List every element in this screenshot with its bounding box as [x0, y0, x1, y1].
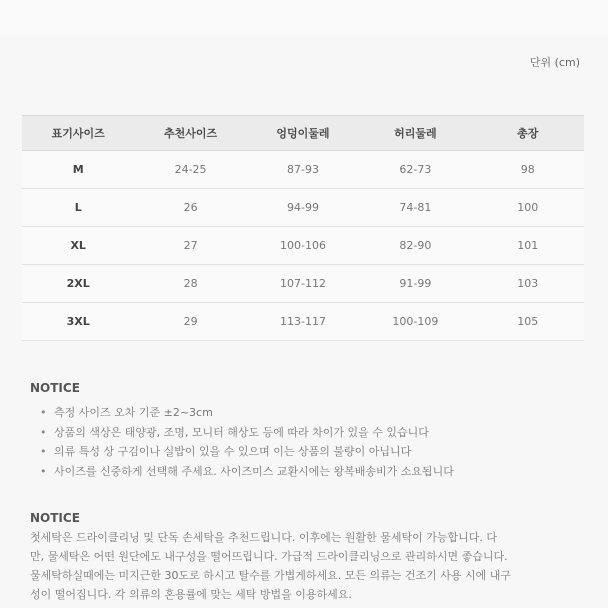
notice-item-text: 상품의 색상은 태양광, 조명, 모니터 해상도 등에 따라 차이가 있을 수 있습니다: [54, 425, 429, 439]
col-header-length: 총장: [472, 116, 584, 151]
notice-title: NOTICE: [30, 381, 80, 395]
care-line: 물세탁하실때에는 미지근한 30도로 하시고 탈수를 가볍게하세요. 모든 의류는 건조기 사용 시에 내구: [30, 569, 511, 582]
cell-size-label: 2XL: [22, 265, 134, 303]
care-line: 첫세탁은 드라이클리닝 및 단독 손세탁을 추천드립니다. 이후에는 원활한 물세탁이 가능합니다. 다: [30, 531, 497, 544]
list-item: [40, 423, 580, 443]
cell-length: 98: [472, 151, 584, 189]
notice-item-text: 의류 특성 상 구김이나 실밥이 있을 수 있으며 이는 상품의 불량이 아닙니다: [54, 445, 412, 458]
cell-hip: 94-99: [247, 189, 359, 227]
cell-recommended: 29: [134, 303, 246, 341]
cell-hip: 100-106: [247, 227, 359, 265]
cell-waist: 91-99: [359, 265, 471, 303]
cell-size-label: XL: [22, 227, 134, 265]
cell-hip: 107-112: [247, 265, 359, 303]
list-item: [40, 442, 580, 462]
table-header-row: [22, 116, 584, 151]
notice-list: [40, 403, 580, 481]
cell-waist: 82-90: [359, 227, 471, 265]
cell-length: 103: [472, 265, 584, 303]
cell-waist: 74-81: [359, 189, 471, 227]
col-header-label-size: 표기사이즈: [22, 116, 134, 151]
unit-label: 단위 (cm): [529, 56, 580, 69]
cell-recommended: 27: [134, 227, 246, 265]
col-header-waist: 허리둘레: [359, 116, 471, 151]
table-row: [22, 227, 584, 265]
cell-length: 105: [472, 303, 584, 341]
list-item: [40, 462, 580, 482]
cell-length: 101: [472, 227, 584, 265]
bullet-icon: •: [40, 425, 47, 439]
bullet-icon: •: [40, 406, 47, 419]
top-band: [0, 0, 608, 36]
cell-size-label: L: [22, 189, 134, 227]
cell-waist: 100-109: [359, 303, 471, 341]
cell-recommended: 26: [134, 189, 246, 227]
col-header-hip: 엉덩이둘레: [247, 116, 359, 151]
notice-item-text: 사이즈를 신중하게 선택해 주세요. 사이즈미스 교환시에는 왕복배송비가 소요됩니다: [54, 464, 454, 478]
care-line: 성이 떨어집니다. 각 의류의 혼용률에 맞는 세탁 방법을 이용하세요.: [30, 588, 352, 601]
cell-recommended: 24-25: [134, 151, 246, 189]
table-row: [22, 303, 584, 341]
table-row: [22, 265, 584, 303]
care-line: 만, 물세탁은 어떤 원단에도 내구성을 떨어뜨립니다. 가급적 드라이클리닝으로 관리하시면 좋습니다.: [30, 550, 508, 563]
list-item: [40, 403, 580, 423]
cell-size-label: M: [22, 151, 134, 189]
cell-recommended: 28: [134, 265, 246, 303]
table-row: [22, 189, 584, 227]
cell-waist: 62-73: [359, 151, 471, 189]
col-header-recommended: 추천사이즈: [134, 116, 246, 151]
cell-hip: 87-93: [247, 151, 359, 189]
bullet-icon: •: [40, 445, 47, 458]
cell-length: 100: [472, 189, 584, 227]
care-instructions: [30, 528, 580, 604]
bullet-icon: •: [40, 464, 47, 478]
notice-item-text: 측정 사이즈 오차 기준 ±2~3cm: [54, 406, 213, 419]
notice-title-2: NOTICE: [30, 511, 80, 525]
size-table: [22, 115, 584, 341]
cell-hip: 113-117: [247, 303, 359, 341]
table-row: [22, 151, 584, 189]
cell-size-label: 3XL: [22, 303, 134, 341]
